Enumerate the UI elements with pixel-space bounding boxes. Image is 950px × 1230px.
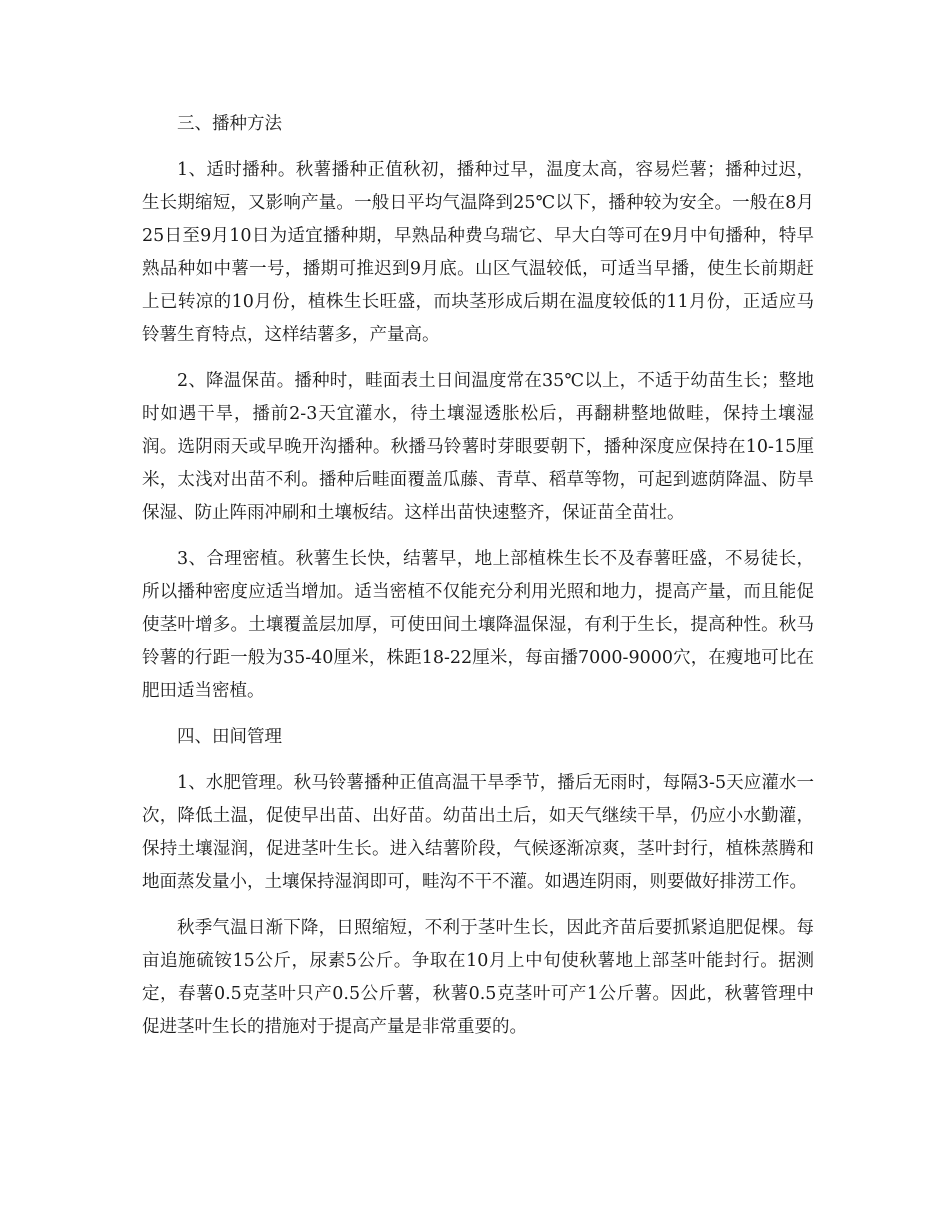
paragraph-timely-sowing: 1、适时播种。秋薯播种正值秋初，播种过早，温度太高，容易烂薯；播种过迟，生长期缩短，又影响产量。一般日平均气温降到25℃以下，播种较为安全。一般在8月25日至9月10日为适宜播种期，早熟品种费乌瑞它、早大白等可在9月中旬播种，特早熟品种如中薯一号，播期可推迟到9月底。山区气温较低，可适当早播，使生长前期赶上已转凉的10月份，植株生长旺盛，而块茎形成后期在温度较低的11月份，正适应马铃薯生育特点，这样结薯多，产量高。 — [142, 160, 814, 345]
paragraph-autumn-topdressing: 秋季气温日渐下降，日照缩短，不利于茎叶生长，因此齐苗后要抓紧追肥促棵。每亩追施硫铵15公斤，尿素5公斤。争取在10月上中旬使秋薯地上部茎叶能封行。据测定，春薯0.5克茎叶只产0.5公斤薯，秋薯0.5克茎叶可产1公斤薯。因此，秋薯管理中促进茎叶生长的措施对于提高产量是非常重要的。 — [142, 918, 814, 1037]
paragraph-water-fertilizer: 1、水肥管理。秋马铃薯播种正值高温干旱季节，播后无雨时，每隔3-5天应灌水一次，降低土温，促使早出苗、出好苗。幼苗出土后，如天气继续干旱，仍应小水勤灌，保持土壤湿润，促进茎叶生长。进入结薯阶段，气候逐渐凉爽，茎叶封行，植株蒸腾和地面蒸发量小，土壤保持湿润即可，畦沟不干不灌。如遇连阴雨，则要做好排涝工作。 — [142, 773, 814, 892]
paragraph-reasonable-density: 3、合理密植。秋薯生长快，结薯早，地上部植株生长不及春薯旺盛，不易徒长，所以播种密度应适当增加。适当密植不仅能充分利用光照和地力，提高产量，而且能促使茎叶增多。土壤覆盖层加厚，可使田间土壤降温保湿，有利于生长，提高种性。秋马铃薯的行距一般为35-40厘米，株距18-22厘米，每亩播7000-9000穴，在瘦地可比在肥田适当密植。 — [142, 549, 814, 701]
section-heading-sowing: 三、播种方法 — [177, 114, 282, 134]
paragraph-cooling-seedlings: 2、降温保苗。播种时，畦面表土日间温度常在35℃以上，不适于幼苗生长；整地时如遇干旱，播前2-3天宜灌水，待土壤湿透胀松后，再翻耕整地做畦，保持土壤湿润。选阴雨天或早晚开沟播种。秋播马铃薯时芽眼要朝下，播种深度应保持在10-15厘米，太浅对出苗不利。播种后畦面覆盖瓜藤、青草、稻草等物，可起到遮荫降温、防旱保湿、防止阵雨冲刷和土壤板结。这样出苗快速整齐，保证苗全苗壮。 — [142, 371, 814, 523]
section-heading-field-management: 四、田间管理 — [177, 727, 282, 747]
document-body — [142, 108, 814, 1057]
